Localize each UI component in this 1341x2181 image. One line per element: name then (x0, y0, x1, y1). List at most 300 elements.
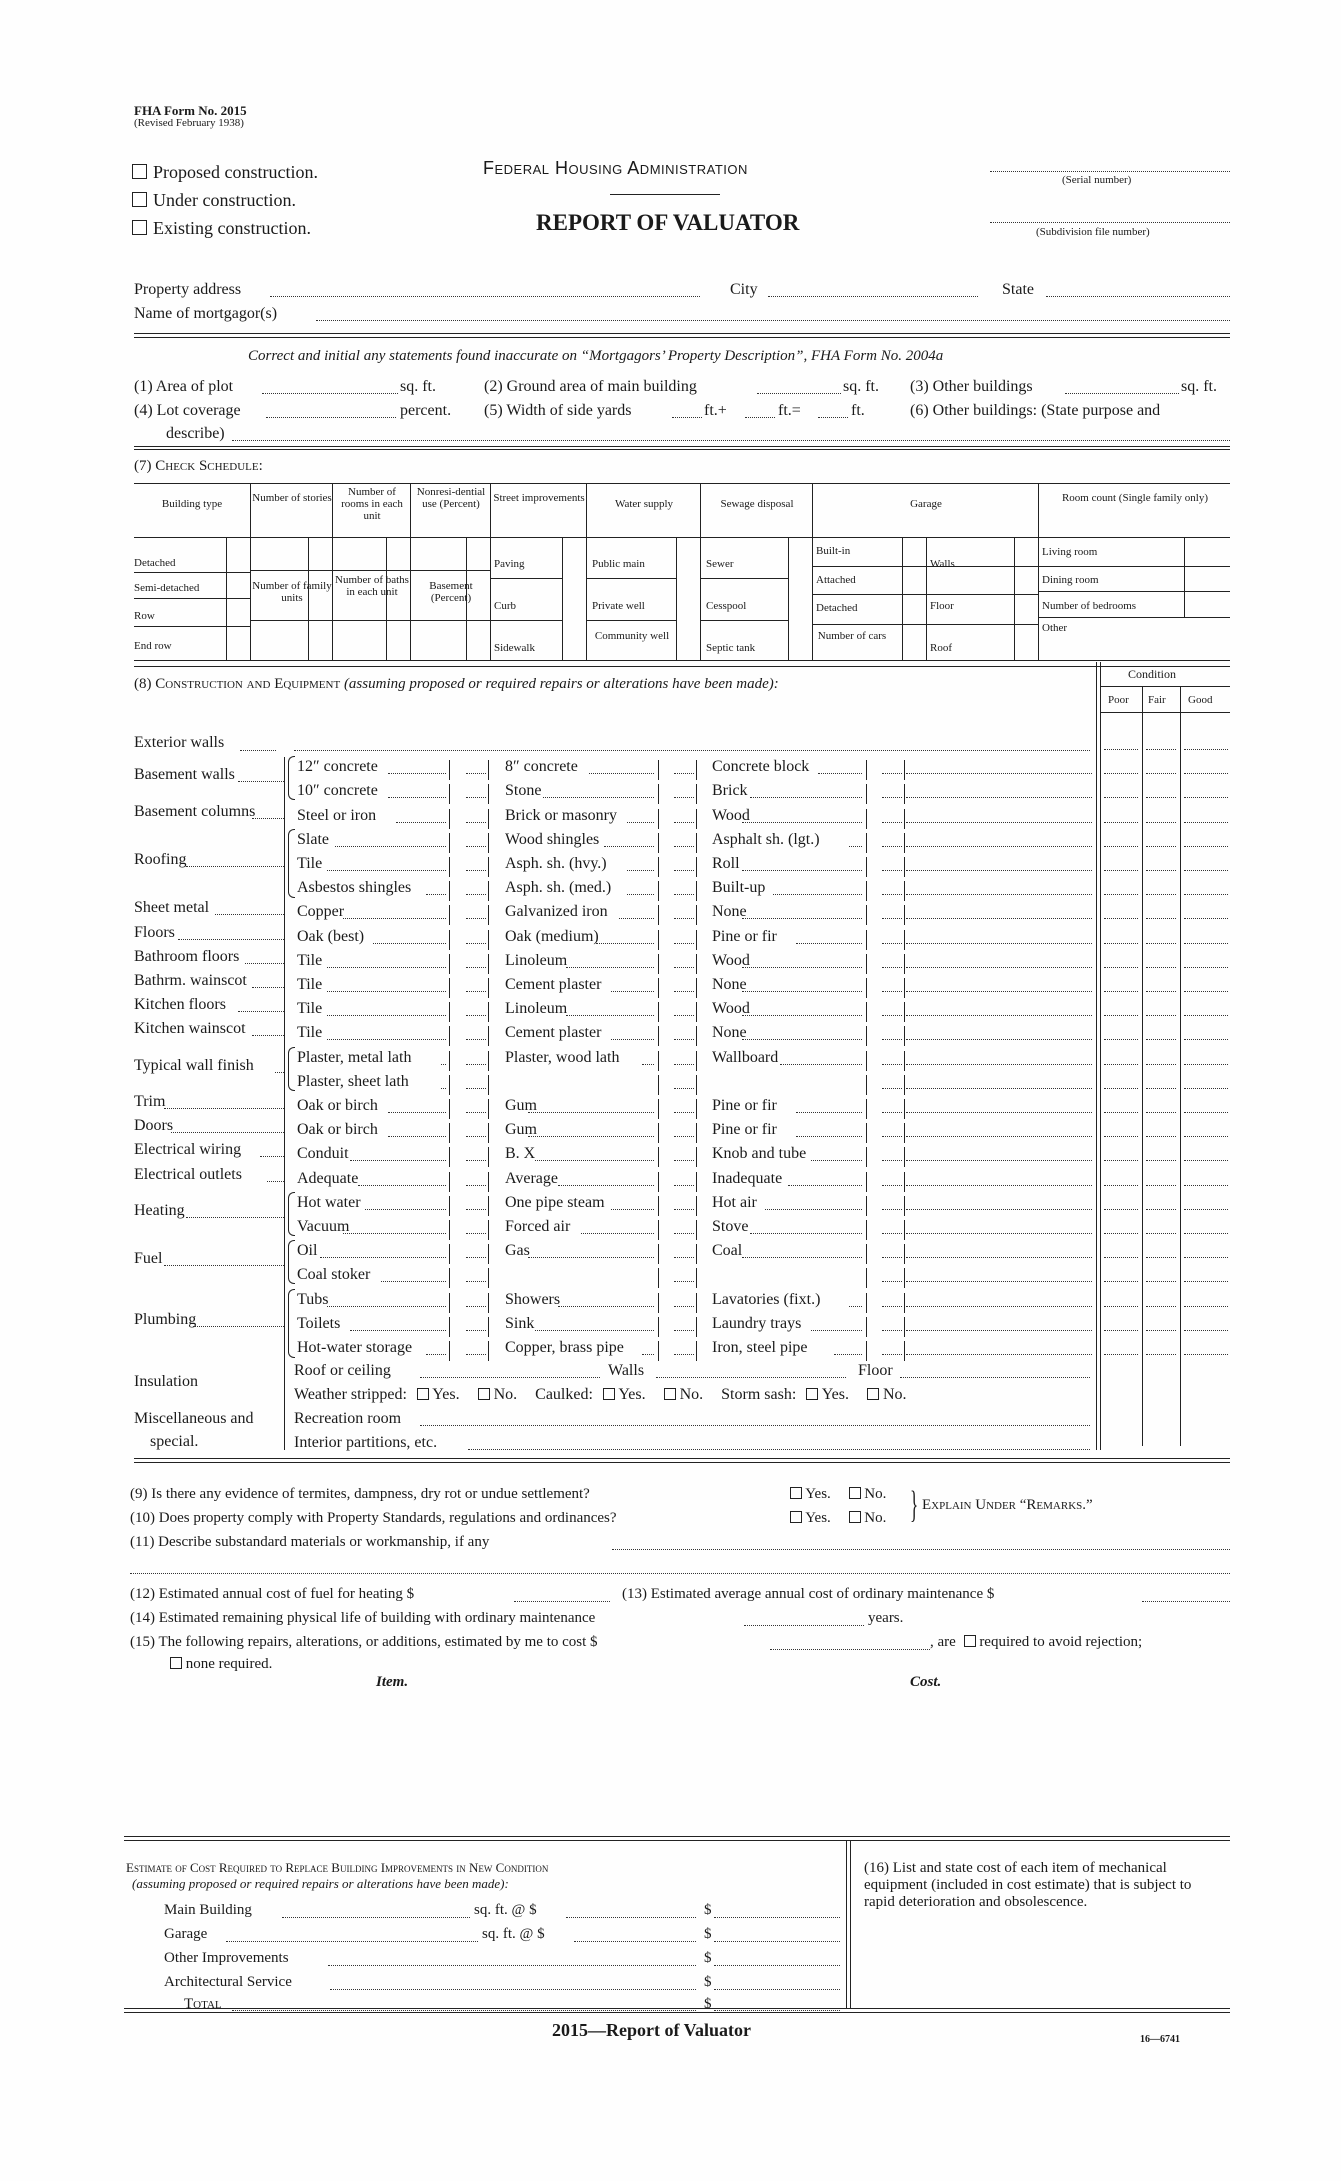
construction-label-field[interactable] (245, 963, 284, 964)
remarks-field[interactable] (906, 1233, 1092, 1234)
material-fill[interactable] (788, 1185, 862, 1186)
material-fill[interactable] (796, 1136, 862, 1137)
material-fill[interactable] (742, 1015, 862, 1016)
qty-field[interactable] (466, 1257, 486, 1258)
condition-good-field[interactable] (1184, 1088, 1228, 1089)
construction-label-field[interactable] (171, 1132, 284, 1133)
lot-coverage-field[interactable] (266, 417, 396, 418)
remarks-field[interactable] (906, 1330, 1092, 1331)
qty-field[interactable] (674, 1233, 694, 1234)
condition-good-field[interactable] (1184, 1257, 1228, 1258)
q13-field[interactable] (1142, 1601, 1230, 1602)
side-yard-total-field[interactable] (818, 417, 848, 418)
qty-field[interactable] (466, 1112, 486, 1113)
qty-field[interactable] (882, 870, 902, 871)
condition-poor-field[interactable] (1104, 991, 1138, 992)
condition-poor-field[interactable] (1104, 1185, 1138, 1186)
material-fill[interactable] (320, 1257, 446, 1258)
qty-field[interactable] (674, 1015, 694, 1016)
q10-yes-checkbox[interactable] (790, 1511, 802, 1523)
qty-field[interactable] (882, 773, 902, 774)
option-existing[interactable]: Existing construction. (132, 214, 318, 242)
material-fill[interactable] (350, 1330, 446, 1331)
condition-poor-field[interactable] (1104, 773, 1138, 774)
qty-field[interactable] (466, 822, 486, 823)
construction-label-field[interactable] (164, 1265, 284, 1266)
ground-area-field[interactable] (757, 393, 841, 394)
condition-good-field[interactable] (1184, 822, 1228, 823)
remarks-field[interactable] (906, 1088, 1092, 1089)
material-fill[interactable] (780, 1064, 862, 1065)
material-fill[interactable] (566, 1015, 654, 1016)
est-arch-cost-field[interactable] (714, 1989, 840, 1990)
material-fill[interactable] (343, 918, 446, 919)
construction-label-field[interactable] (193, 1326, 284, 1327)
material-fill[interactable] (765, 1209, 862, 1210)
material-fill[interactable] (742, 1039, 862, 1040)
condition-good-field[interactable] (1184, 894, 1228, 895)
q9-yes-checkbox[interactable] (790, 1487, 802, 1499)
material-fill[interactable] (388, 1136, 446, 1137)
material-fill[interactable] (365, 1209, 446, 1210)
qty-field[interactable] (882, 1281, 902, 1282)
remarks-field[interactable] (906, 1281, 1092, 1282)
qty-field[interactable] (882, 1257, 902, 1258)
mortgagor-field[interactable] (316, 320, 1230, 321)
remarks-field[interactable] (906, 991, 1092, 992)
material-fill[interactable] (426, 1354, 446, 1355)
condition-fair-field[interactable] (1146, 1185, 1176, 1186)
condition-poor-field[interactable] (1104, 797, 1138, 798)
material-fill[interactable] (343, 1233, 446, 1234)
remarks-field[interactable] (906, 918, 1092, 919)
material-fill[interactable] (818, 773, 862, 774)
describe-field[interactable] (232, 440, 1230, 441)
q10-no-checkbox[interactable] (849, 1511, 861, 1523)
qty-field[interactable] (466, 1354, 486, 1355)
qty-field[interactable] (674, 1185, 694, 1186)
qty-field[interactable] (466, 1039, 486, 1040)
remarks-field[interactable] (906, 1015, 1092, 1016)
qty-field[interactable] (674, 1306, 694, 1307)
construction-label-field[interactable] (215, 914, 284, 915)
qty-field[interactable] (674, 1088, 694, 1089)
construction-label-field[interactable] (186, 1217, 284, 1218)
material-fill[interactable] (619, 918, 654, 919)
qty-field[interactable] (674, 870, 694, 871)
qty-field[interactable] (674, 1112, 694, 1113)
material-fill[interactable] (742, 1257, 862, 1258)
qty-field[interactable] (882, 1039, 902, 1040)
checkbox[interactable] (132, 192, 147, 207)
condition-poor-field[interactable] (1104, 870, 1138, 871)
condition-fair-field[interactable] (1146, 1330, 1176, 1331)
condition-fair-field[interactable] (1146, 1160, 1176, 1161)
qty-field[interactable] (882, 1354, 902, 1355)
condition-good-field[interactable] (1184, 1039, 1228, 1040)
material-fill[interactable] (581, 1233, 654, 1234)
condition-poor-field[interactable] (1104, 1112, 1138, 1113)
construction-label-field[interactable] (252, 818, 284, 819)
qty-field[interactable] (466, 797, 486, 798)
material-fill[interactable] (742, 991, 862, 992)
remarks-field[interactable] (906, 967, 1092, 968)
condition-poor-field[interactable] (1104, 1015, 1138, 1016)
qty-field[interactable] (882, 1330, 902, 1331)
material-fill[interactable] (796, 943, 862, 944)
material-fill[interactable] (589, 773, 654, 774)
material-fill[interactable] (388, 773, 446, 774)
construction-label-field[interactable] (186, 866, 284, 867)
material-fill[interactable] (611, 1039, 654, 1040)
qty-field[interactable] (466, 1330, 486, 1331)
q15-none-checkbox[interactable] (170, 1657, 182, 1669)
subdivision-field[interactable] (990, 222, 1230, 223)
qty-field[interactable] (882, 1160, 902, 1161)
condition-fair-field[interactable] (1146, 1088, 1176, 1089)
qty-field[interactable] (882, 1088, 902, 1089)
condition-poor-field[interactable] (1104, 1064, 1138, 1065)
material-fill[interactable] (327, 1039, 446, 1040)
storm-no-checkbox[interactable] (867, 1388, 879, 1400)
weather-no-checkbox[interactable] (478, 1388, 490, 1400)
material-fill[interactable] (535, 1160, 654, 1161)
side-yard-2-field[interactable] (745, 417, 775, 418)
condition-poor-field[interactable] (1104, 1209, 1138, 1210)
material-fill[interactable] (627, 894, 654, 895)
construction-label-field[interactable] (252, 987, 284, 988)
est-arch-desc-field[interactable] (330, 1989, 696, 1990)
state-field[interactable] (1046, 296, 1230, 297)
qty-field[interactable] (674, 822, 694, 823)
condition-good-field[interactable] (1184, 1185, 1228, 1186)
q12-field[interactable] (514, 1601, 610, 1602)
material-fill[interactable] (611, 1209, 654, 1210)
material-fill[interactable] (441, 1088, 446, 1089)
checkbox[interactable] (132, 164, 147, 179)
checkbox[interactable] (132, 220, 147, 235)
qty-field[interactable] (882, 991, 902, 992)
condition-good-field[interactable] (1184, 1330, 1228, 1331)
condition-fair-field[interactable] (1146, 1257, 1176, 1258)
qty-field[interactable] (882, 1233, 902, 1234)
material-fill[interactable] (849, 1306, 862, 1307)
q15-required-checkbox[interactable] (964, 1635, 976, 1647)
qty-field[interactable] (466, 1233, 486, 1234)
qty-field[interactable] (882, 1064, 902, 1065)
remarks-field[interactable] (906, 1257, 1092, 1258)
material-fill[interactable] (558, 1306, 654, 1307)
condition-fair-field[interactable] (1146, 894, 1176, 895)
material-fill[interactable] (611, 991, 654, 992)
est-main-rate-field[interactable] (566, 1917, 696, 1918)
qty-field[interactable] (882, 1112, 902, 1113)
qty-field[interactable] (882, 846, 902, 847)
condition-good-field[interactable] (1184, 1281, 1228, 1282)
qty-field[interactable] (674, 1039, 694, 1040)
qty-field[interactable] (466, 1136, 486, 1137)
condition-fair-field[interactable] (1146, 1039, 1176, 1040)
material-fill[interactable] (350, 1160, 446, 1161)
qty-field[interactable] (882, 797, 902, 798)
walls-field[interactable] (656, 1377, 846, 1378)
qty-field[interactable] (882, 918, 902, 919)
qty-field[interactable] (882, 822, 902, 823)
condition-fair-field[interactable] (1146, 1281, 1176, 1282)
remarks-field[interactable] (906, 943, 1092, 944)
est-total-desc-field[interactable] (232, 2010, 696, 2011)
material-fill[interactable] (627, 822, 654, 823)
condition-poor-field[interactable] (1104, 918, 1138, 919)
material-fill[interactable] (358, 1185, 446, 1186)
material-fill[interactable] (327, 967, 446, 968)
option-proposed[interactable]: Proposed construction. (132, 158, 318, 186)
qty-field[interactable] (466, 1209, 486, 1210)
qty-field[interactable] (466, 1015, 486, 1016)
qty-field[interactable] (466, 1185, 486, 1186)
storm-yes-checkbox[interactable] (806, 1388, 818, 1400)
qty-field[interactable] (674, 846, 694, 847)
floor-field[interactable] (900, 1377, 1090, 1378)
remarks-field[interactable] (906, 1136, 1092, 1137)
address-field[interactable] (270, 296, 700, 297)
construction-label-field[interactable] (275, 1072, 284, 1073)
qty-field[interactable] (674, 943, 694, 944)
material-fill[interactable] (627, 870, 654, 871)
remarks-field[interactable] (906, 797, 1092, 798)
material-fill[interactable] (327, 870, 446, 871)
condition-good-field[interactable] (1184, 846, 1228, 847)
interior-field[interactable] (468, 1449, 1090, 1450)
est-garage-rate-field[interactable] (574, 1941, 696, 1942)
material-fill[interactable] (528, 1257, 654, 1258)
condition-poor-field[interactable] (1104, 846, 1138, 847)
material-fill[interactable] (773, 894, 862, 895)
qty-field[interactable] (466, 894, 486, 895)
remarks-field[interactable] (906, 1112, 1092, 1113)
remarks-field[interactable] (906, 1209, 1092, 1210)
material-fill[interactable] (528, 1136, 654, 1137)
material-fill[interactable] (742, 918, 862, 919)
material-fill[interactable] (388, 797, 446, 798)
condition-poor-field[interactable] (1104, 1306, 1138, 1307)
qty-field[interactable] (674, 991, 694, 992)
condition-good-field[interactable] (1184, 1233, 1228, 1234)
condition-fair-field[interactable] (1146, 749, 1176, 750)
condition-fair-field[interactable] (1146, 1306, 1176, 1307)
remarks-field[interactable] (906, 1160, 1092, 1161)
remarks-field[interactable] (906, 773, 1092, 774)
remarks-field[interactable] (906, 1039, 1092, 1040)
option-under[interactable]: Under construction. (132, 186, 318, 214)
material-fill[interactable] (396, 822, 446, 823)
condition-fair-field[interactable] (1146, 943, 1176, 944)
remarks-field[interactable] (906, 870, 1092, 871)
qty-field[interactable] (882, 1185, 902, 1186)
condition-fair-field[interactable] (1146, 773, 1176, 774)
condition-fair-field[interactable] (1146, 846, 1176, 847)
condition-fair-field[interactable] (1146, 1354, 1176, 1355)
condition-poor-field[interactable] (1104, 1160, 1138, 1161)
material-fill[interactable] (327, 1015, 446, 1016)
qty-field[interactable] (466, 1306, 486, 1307)
qty-field[interactable] (674, 1209, 694, 1210)
side-yard-1-field[interactable] (672, 417, 702, 418)
qty-field[interactable] (882, 1209, 902, 1210)
condition-good-field[interactable] (1184, 1160, 1228, 1161)
remarks-field[interactable] (906, 1354, 1092, 1355)
qty-field[interactable] (466, 1160, 486, 1161)
condition-good-field[interactable] (1184, 1209, 1228, 1210)
material-fill[interactable] (388, 1112, 446, 1113)
condition-poor-field[interactable] (1104, 943, 1138, 944)
condition-poor-field[interactable] (1104, 1088, 1138, 1089)
condition-good-field[interactable] (1184, 749, 1228, 750)
qty-field[interactable] (466, 1088, 486, 1089)
construction-label-field[interactable] (267, 1181, 284, 1182)
condition-poor-field[interactable] (1104, 1136, 1138, 1137)
material-fill[interactable] (441, 1064, 446, 1065)
condition-good-field[interactable] (1184, 918, 1228, 919)
condition-poor-field[interactable] (1104, 1039, 1138, 1040)
qty-field[interactable] (674, 918, 694, 919)
qty-field[interactable] (882, 1306, 902, 1307)
construction-label-field[interactable] (164, 1108, 284, 1109)
material-fill[interactable] (426, 894, 446, 895)
city-field[interactable] (768, 296, 978, 297)
est-total-cost-field[interactable] (714, 2010, 840, 2011)
q11-field[interactable] (612, 1549, 1230, 1550)
qty-field[interactable] (466, 1064, 486, 1065)
qty-field[interactable] (882, 894, 902, 895)
remarks-field[interactable] (906, 846, 1092, 847)
qty-field[interactable] (674, 797, 694, 798)
qty-field[interactable] (466, 846, 486, 847)
material-fill[interactable] (604, 846, 654, 847)
est-main-cost-field[interactable] (714, 1917, 840, 1918)
condition-good-field[interactable] (1184, 1306, 1228, 1307)
q15-field[interactable] (770, 1649, 930, 1650)
est-main-sqft-field[interactable] (282, 1917, 470, 1918)
condition-good-field[interactable] (1184, 1015, 1228, 1016)
construction-label-field[interactable] (238, 781, 284, 782)
material-fill[interactable] (849, 846, 862, 847)
construction-label-field[interactable] (240, 750, 276, 751)
condition-fair-field[interactable] (1146, 1136, 1176, 1137)
material-fill[interactable] (327, 991, 446, 992)
condition-fair-field[interactable] (1146, 918, 1176, 919)
condition-good-field[interactable] (1184, 967, 1228, 968)
material-fill[interactable] (742, 967, 862, 968)
remarks-field[interactable] (906, 1306, 1092, 1307)
qty-field[interactable] (466, 967, 486, 968)
remarks-field[interactable] (906, 1064, 1092, 1065)
condition-poor-field[interactable] (1104, 1233, 1138, 1234)
condition-poor-field[interactable] (1104, 1281, 1138, 1282)
qty-field[interactable] (882, 967, 902, 968)
condition-good-field[interactable] (1184, 1136, 1228, 1137)
material-fill[interactable] (327, 1306, 446, 1307)
condition-good-field[interactable] (1184, 991, 1228, 992)
condition-poor-field[interactable] (1104, 1330, 1138, 1331)
qty-field[interactable] (674, 1330, 694, 1331)
condition-good-field[interactable] (1184, 773, 1228, 774)
remarks-field[interactable] (906, 822, 1092, 823)
q9-no-checkbox[interactable] (849, 1487, 861, 1499)
material-fill[interactable] (543, 797, 654, 798)
material-fill[interactable] (335, 846, 446, 847)
qty-field[interactable] (674, 1281, 694, 1282)
material-fill[interactable] (528, 1112, 654, 1113)
serial-number-field[interactable] (990, 171, 1230, 172)
condition-poor-field[interactable] (1104, 967, 1138, 968)
est-other-desc-field[interactable] (328, 1965, 696, 1966)
condition-poor-field[interactable] (1104, 822, 1138, 823)
condition-poor-field[interactable] (1104, 894, 1138, 895)
caulked-yes-checkbox[interactable] (603, 1388, 615, 1400)
condition-fair-field[interactable] (1146, 967, 1176, 968)
qty-field[interactable] (674, 1354, 694, 1355)
material-fill[interactable] (558, 1185, 654, 1186)
qty-field[interactable] (882, 1015, 902, 1016)
material-fill[interactable] (566, 967, 654, 968)
condition-good-field[interactable] (1184, 1354, 1228, 1355)
qty-field[interactable] (466, 918, 486, 919)
qty-field[interactable] (882, 943, 902, 944)
qty-field[interactable] (674, 894, 694, 895)
material-fill[interactable] (373, 943, 446, 944)
est-other-cost-field[interactable] (714, 1965, 840, 1966)
material-fill[interactable] (834, 1354, 862, 1355)
condition-poor-field[interactable] (1104, 1257, 1138, 1258)
condition-fair-field[interactable] (1146, 1112, 1176, 1113)
est-garage-cost-field[interactable] (714, 1941, 840, 1942)
construction-label-field[interactable] (260, 1156, 284, 1157)
construction-label-field[interactable] (238, 1011, 284, 1012)
qty-field[interactable] (674, 967, 694, 968)
material-fill[interactable] (811, 1330, 862, 1331)
qty-field[interactable] (674, 1064, 694, 1065)
condition-fair-field[interactable] (1146, 1233, 1176, 1234)
condition-good-field[interactable] (1184, 1064, 1228, 1065)
condition-fair-field[interactable] (1146, 1209, 1176, 1210)
condition-poor-field[interactable] (1104, 1354, 1138, 1355)
condition-good-field[interactable] (1184, 797, 1228, 798)
caulked-no-checkbox[interactable] (664, 1388, 676, 1400)
qty-field[interactable] (674, 1160, 694, 1161)
est-garage-sqft-field[interactable] (226, 1941, 478, 1942)
condition-good-field[interactable] (1184, 943, 1228, 944)
condition-good-field[interactable] (1184, 870, 1228, 871)
qty-field[interactable] (466, 943, 486, 944)
qty-field[interactable] (466, 991, 486, 992)
material-fill[interactable] (742, 870, 862, 871)
material-fill[interactable] (742, 822, 862, 823)
remarks-field[interactable] (906, 894, 1092, 895)
exterior-walls-field[interactable] (294, 750, 1090, 751)
qty-field[interactable] (466, 870, 486, 871)
qty-field[interactable] (882, 1136, 902, 1137)
material-fill[interactable] (796, 1112, 862, 1113)
material-fill[interactable] (750, 1233, 862, 1234)
material-fill[interactable] (642, 1064, 654, 1065)
remarks-field[interactable] (906, 1185, 1092, 1186)
recreation-field[interactable] (420, 1425, 1090, 1426)
qty-field[interactable] (466, 773, 486, 774)
other-buildings-field[interactable] (1065, 393, 1179, 394)
condition-fair-field[interactable] (1146, 1015, 1176, 1016)
condition-poor-field[interactable] (1104, 749, 1138, 750)
